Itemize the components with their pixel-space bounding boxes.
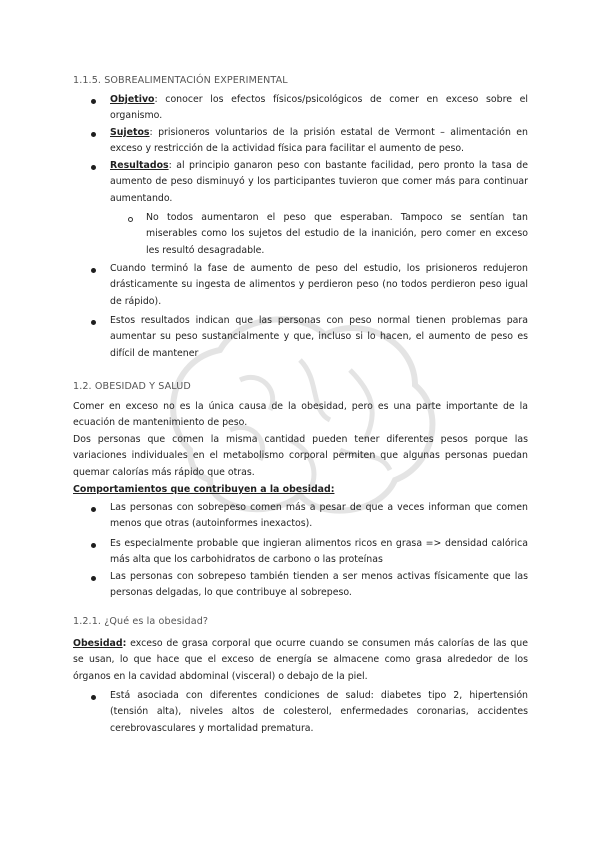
list-item-resultados: Resultados: al principio ganaron peso con bastante facilidad, pero pronto la tasa de aumento de peso disminuyó y los participantes tuvieron que comer más para continuar aumentando. [110, 160, 528, 204]
paragraph-2: Dos personas que comen la misma cantidad pueden tener diferentes pesos porque las variaciones individuales en el metabolismo corporal permiten que algunas personas puedan quemar calorías más rápido que otras. [73, 434, 528, 478]
bullet-dot [91, 165, 96, 170]
bullet-dot [91, 99, 96, 104]
term-objetivo: Objetivo [110, 94, 155, 105]
bullet-dot [91, 576, 96, 581]
sub-bullet-circle [128, 217, 133, 222]
section-121-heading: 1.2.1. ¿Qué es la obesidad? [73, 616, 209, 627]
list-item-sujetos: Sujetos: prisioneros voluntarios de la prisión estatal de Vermont – alimentación en exceso y restricción de la actividad física para facilitar el aumento de peso. [110, 127, 528, 155]
term-sujetos: Sujetos [110, 127, 150, 138]
bullet-dot [91, 507, 96, 512]
term-obesidad: Obesidad [73, 638, 123, 649]
list-item-resultados-indican: Estos resultados indican que las personas con peso normal tienen problemas para aumentar su peso sustancialmente y que, incluso si lo hacen, el aumento de peso es difícil de mantener [110, 315, 528, 359]
section-115-heading: 1.1.5. SOBREALIMENTACIÓN EXPERIMENTAL [73, 75, 288, 86]
sub-list-item: No todos aumentaron el peso que esperaban. Tampoco se sentían tan miserables como los sujetos del estudio de la inanición, pero comer en exceso les resultó desagradable. [146, 212, 528, 256]
list-item-behaviour-1: Las personas con sobrepeso comen más a pesar de que a veces informan que comen menos que otras (autoinformes inexactos). [110, 502, 528, 530]
list-item-behaviour-3: Las personas con sobrepeso también tienden a ser menos activas físicamente que las personas delgadas, lo que contribuye al sobrepeso. [110, 571, 528, 599]
bullet-dot [91, 320, 96, 325]
bullet-dot [91, 543, 96, 548]
list-item-health-conditions: Está asociada con diferentes condiciones de salud: diabetes tipo 2, hipertensión (tensión alta), niveles altos de colesterol, enfermedades coronarias, accidentes cerebrovasculares y mortalidad prematura. [110, 690, 528, 734]
term-resultados: Resultados [110, 160, 169, 171]
list-item-behaviour-2: Es especialmente probable que ingieran alimentos ricos en grasa => densidad calórica más alta que los carbohidratos de carbono o las proteínas [110, 538, 528, 566]
list-item-cuando: Cuando terminó la fase de aumento de peso del estudio, los prisioneros redujeron drásticamente su ingesta de alimentos y perdieron peso (no todos perdieron peso igual de rápido). [110, 263, 528, 307]
bullet-dot [91, 268, 96, 273]
section-12-heading: 1.2. OBESIDAD Y SALUD [73, 381, 191, 392]
obesity-definition: Obesidad: exceso de grasa corporal que ocurre cuando se consumen más calorías de las que se usan, lo que hace que el exceso de energía se almacene como grasa alrededor de los órganos en la cavidad abdominal (visceral) o debajo de la piel. [73, 638, 528, 682]
paragraph-1: Comer en exceso no es la única causa de la obesidad, pero es una parte importante de la ecuación de mantenimiento de peso. [73, 401, 528, 429]
bullet-dot [91, 132, 96, 137]
bullet-dot [91, 695, 96, 700]
behaviours-title: Comportamientos que contribuyen a la obesidad: [73, 484, 335, 495]
list-item-objetivo: Objetivo: conocer los efectos físicos/psicológicos de comer en exceso sobre el organismo. [110, 94, 528, 122]
